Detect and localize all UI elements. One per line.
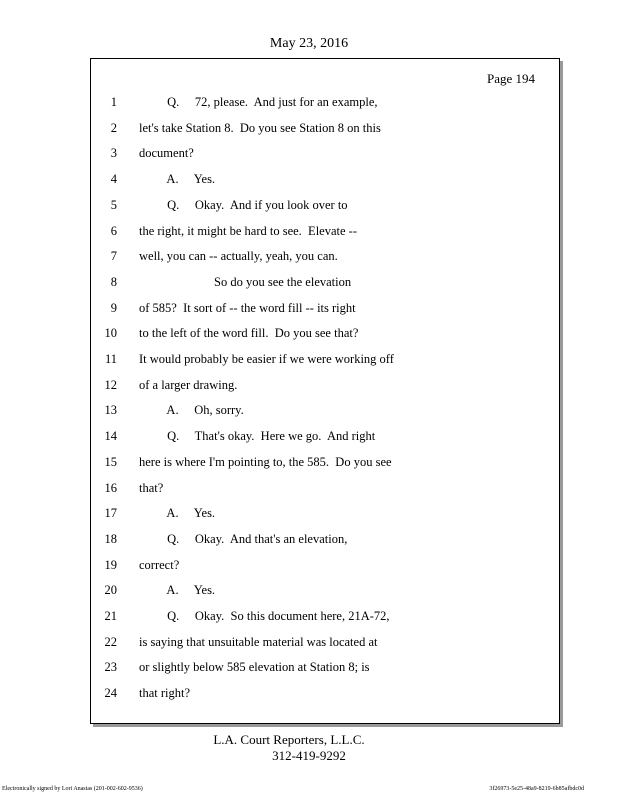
reporter-phone: 312-419-9292: [272, 748, 346, 763]
line-number: 22: [104, 634, 117, 649]
line-text: of a larger drawing.: [139, 377, 238, 392]
line-text: correct?: [139, 557, 180, 572]
line-text: A. Yes.: [139, 583, 216, 598]
line-number: 7: [110, 249, 117, 264]
line-number: 8: [110, 274, 117, 289]
transcript-line: [91, 301, 559, 319]
transcript-line: [91, 198, 559, 216]
line-text: Q. Okay. So this document here, 21A-72,: [139, 609, 390, 623]
line-number: 23: [104, 660, 117, 675]
line-text: A. Yes.: [139, 506, 216, 521]
line-text: Q. Okay. And that's an elevation,: [139, 531, 348, 546]
transcript-line: [91, 429, 559, 447]
line-text: Q. That's okay. Here we go. And right: [139, 429, 376, 444]
transcript-line: [91, 609, 559, 627]
line-number: 20: [104, 583, 117, 598]
line-text: So do you see the elevation: [139, 274, 352, 289]
line-number: 21: [104, 609, 117, 623]
line-number: 2: [110, 120, 117, 135]
line-number: 16: [104, 480, 117, 495]
line-text: Q. 72, please. And just for an example,: [139, 95, 378, 109]
line-text: the right, it might be hard to see. Elevate --: [139, 223, 357, 238]
line-number: 19: [104, 557, 117, 572]
line-text: A. Yes.: [139, 172, 216, 187]
transcript-line: [91, 481, 559, 499]
transcript-line: [91, 558, 559, 576]
transcript-line: [91, 146, 559, 164]
line-number: 14: [104, 429, 117, 444]
line-text: A. Oh, sorry.: [139, 403, 244, 418]
transcript-line: [91, 249, 559, 267]
line-number: 5: [110, 197, 117, 212]
line-text: here is where I'm pointing to, the 585. Do you see: [139, 454, 392, 469]
line-number: 3: [110, 146, 117, 161]
transcript-line: [91, 378, 559, 396]
transcript-line: [91, 583, 559, 601]
line-text: or slightly below 585 elevation at Station 8; is: [139, 660, 370, 675]
line-text: let's take Station 8. Do you see Station 8 on this: [139, 120, 381, 135]
line-number: 11: [104, 352, 117, 366]
line-number: 9: [110, 300, 117, 315]
transcript-line: [91, 352, 559, 370]
reporter-company: L.A. Court Reporters, L.L.C.: [213, 732, 365, 747]
line-text: to the left of the word fill. Do you see that?: [139, 326, 359, 341]
line-text: It would probably be easier if we were working off: [139, 352, 394, 366]
line-text: that right?: [139, 686, 191, 701]
transcript-line: [91, 95, 559, 113]
line-number: 10: [104, 326, 117, 341]
transcript-line: [91, 635, 559, 653]
line-text: of 585? It sort of -- the word fill -- its right: [139, 300, 356, 315]
line-number: 24: [104, 686, 117, 701]
line-number: 4: [110, 172, 117, 187]
electronic-signature: Electronically signed by Lori Anastas (201-002-602-9536): [2, 786, 143, 792]
line-text: Q. Okay. And if you look over to: [139, 197, 348, 212]
transcript-line: [91, 172, 559, 190]
transcript-line: [91, 532, 559, 550]
document-hash: 3f26973-5e25-48a9-8219-6b85afbdc0d: [489, 786, 584, 792]
line-text: document?: [139, 146, 194, 161]
transcript-line: [91, 224, 559, 242]
transcript-line: [91, 686, 559, 704]
line-number: 15: [104, 454, 117, 469]
transcript-line: [91, 506, 559, 524]
transcript-line: [91, 121, 559, 139]
transcript-date: May 23, 2016: [269, 36, 349, 51]
line-number: 12: [104, 377, 117, 392]
transcript-line: [91, 326, 559, 344]
transcript-page: [90, 58, 560, 724]
line-text: that?: [139, 480, 164, 495]
transcript-line: [91, 275, 559, 293]
page-number: Page 194: [486, 71, 535, 86]
transcript-line: [91, 455, 559, 473]
line-number: 18: [104, 531, 117, 546]
line-number: 6: [110, 223, 117, 238]
transcript-line: [91, 403, 559, 421]
line-number: 13: [104, 403, 117, 418]
line-text: well, you can -- actually, yeah, you can.: [139, 249, 338, 264]
line-number: 1: [110, 95, 117, 109]
line-text: is saying that unsuitable material was located at: [139, 634, 378, 649]
line-number: 17: [104, 506, 117, 521]
transcript-line: [91, 660, 559, 678]
